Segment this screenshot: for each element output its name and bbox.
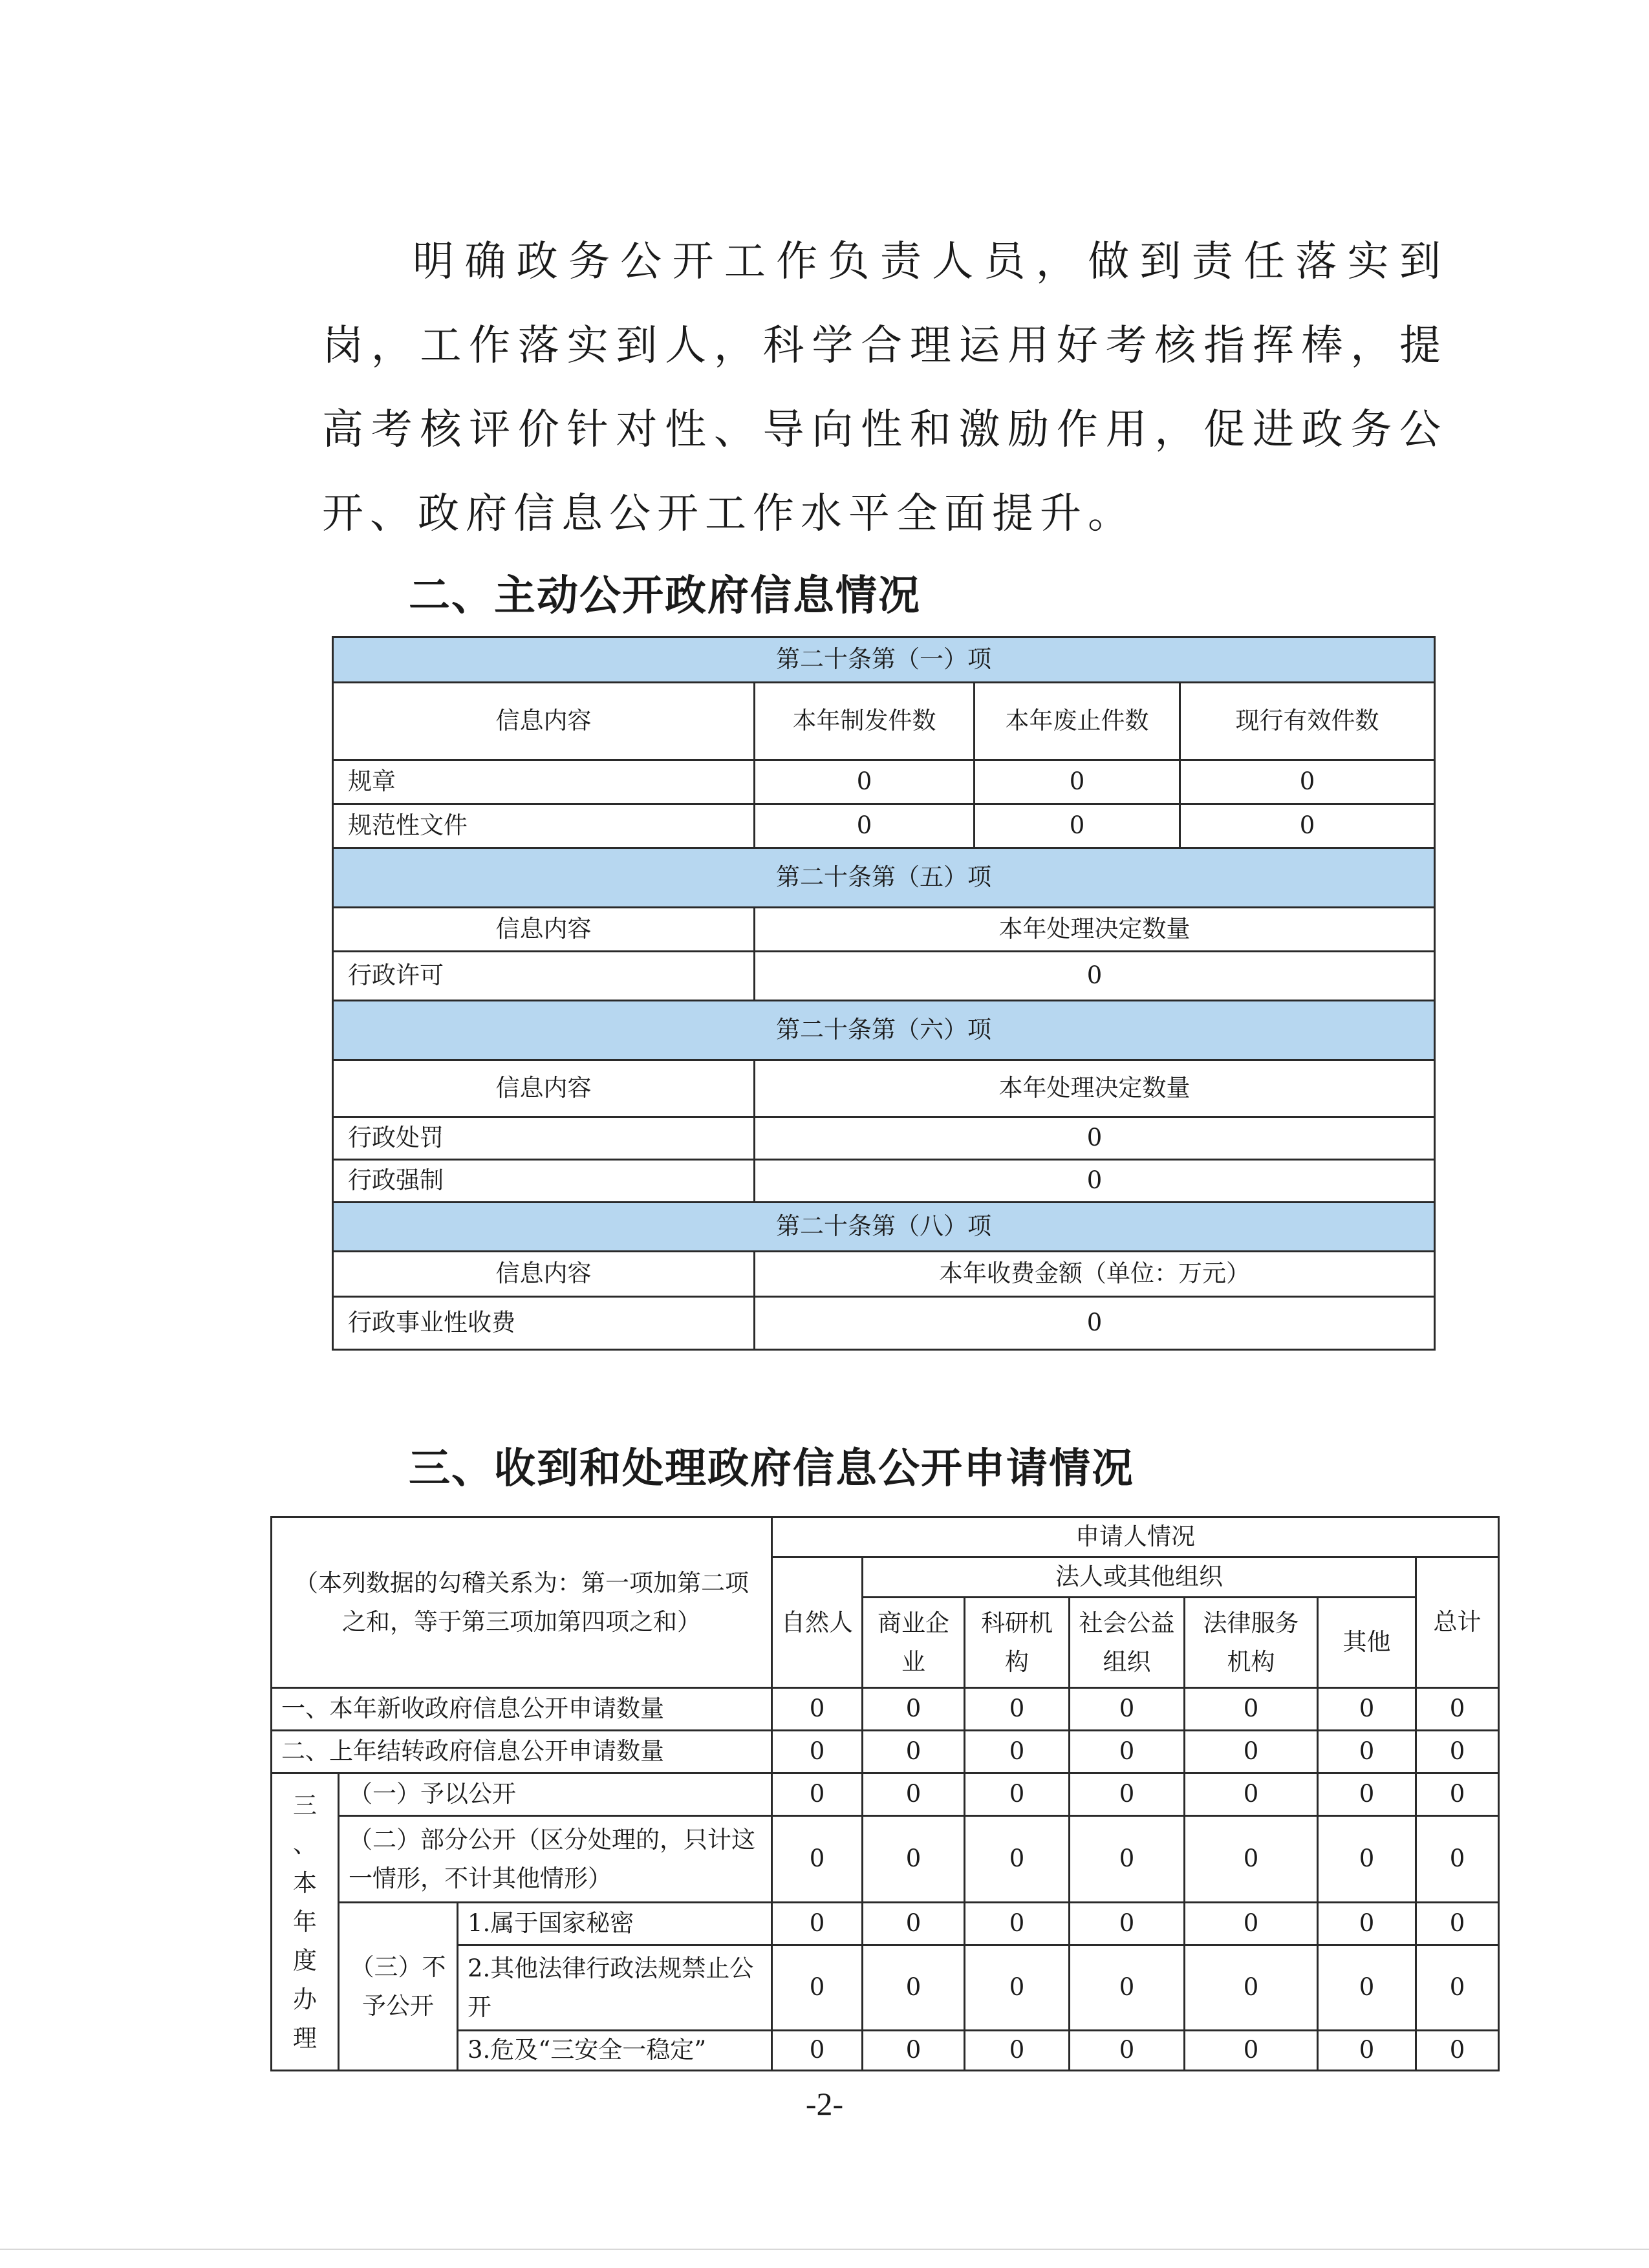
row-label: 行政许可 xyxy=(333,952,755,1001)
table-row xyxy=(333,804,1435,848)
cell-value: 0 xyxy=(1070,1731,1185,1773)
cell-value: 0 xyxy=(965,1731,1070,1773)
cell-value: 0 xyxy=(1416,1688,1499,1731)
cell-value: 0 xyxy=(1185,1903,1318,1945)
legal-entity-header: 法人或其他组织 xyxy=(863,1557,1416,1598)
cell-value: 0 xyxy=(965,2031,1070,2071)
table-header-row xyxy=(333,683,1435,760)
col-other: 其他 xyxy=(1318,1598,1416,1688)
cell-value: 0 xyxy=(1416,1773,1499,1816)
cell-value: 0 xyxy=(1318,1945,1416,2031)
table-row xyxy=(272,1816,1499,1903)
col-total: 总计 xyxy=(1416,1557,1499,1688)
cell-value: 0 xyxy=(863,1816,965,1903)
cell-value: 0 xyxy=(1416,1945,1499,2031)
cell-value: 0 xyxy=(1070,1816,1185,1903)
table-row xyxy=(333,760,1435,804)
cell-value: 0 xyxy=(772,1688,863,1731)
table-row xyxy=(333,1117,1435,1160)
relation-note: （本列数据的勾稽关系为：第一项加第二项之和，等于第三项加第四项之和） xyxy=(272,1517,772,1688)
cell-value: 0 xyxy=(772,2031,863,2071)
cell-value: 0 xyxy=(1318,1816,1416,1903)
cell-value: 0 xyxy=(755,804,975,848)
cell-value: 0 xyxy=(755,1117,1435,1160)
row-label: （一）予以公开 xyxy=(339,1773,772,1816)
cell-value: 0 xyxy=(1416,1731,1499,1773)
active-disclosure-table xyxy=(332,636,1436,1351)
row-label: 二、上年结转政府信息公开申请数量 xyxy=(272,1731,772,1773)
group-yearly-char: 三 xyxy=(293,1791,317,1819)
cell-value: 0 xyxy=(1180,804,1435,848)
cell-value: 0 xyxy=(1180,760,1435,804)
group-yearly-char: 理 xyxy=(293,2024,317,2052)
cell-value: 0 xyxy=(772,1945,863,2031)
cell-value: 0 xyxy=(965,1816,1070,1903)
cell-value: 0 xyxy=(1318,1773,1416,1816)
header-issued: 本年制发件数 xyxy=(755,683,975,760)
row-label: （二）部分公开（区分处理的，只计这一情形，不计其他情形） xyxy=(339,1816,772,1903)
table-row xyxy=(333,952,1435,1001)
cell-value: 0 xyxy=(863,1773,965,1816)
row-label: 规章 xyxy=(333,760,755,804)
row-label: 行政强制 xyxy=(333,1160,755,1203)
cell-value: 0 xyxy=(1318,1903,1416,1945)
col-research: 科研机构 xyxy=(965,1598,1070,1688)
group-yearly-char: 办 xyxy=(293,1985,317,2013)
cell-value: 0 xyxy=(1416,2031,1499,2071)
row-label: 行政处罚 xyxy=(333,1117,755,1160)
col-natural-person: 自然人 xyxy=(772,1557,863,1688)
cell-value: 0 xyxy=(1070,1773,1185,1816)
table-header-row xyxy=(333,908,1435,952)
intro-paragraph: 明确政务公开工作负责人员，做到责任落实到岗，工作落实到人，科学合理运用好考核指挥棒，提高考核评价针对性、导向性和激励作用，促进政务公开、政府信息公开工作水平全面提升。 xyxy=(322,238,1447,538)
col-social: 社会公益组织 xyxy=(1070,1598,1185,1688)
cell-value: 0 xyxy=(772,1816,863,1903)
cell-value: 0 xyxy=(1318,1688,1416,1731)
group-yearly-char: 本 xyxy=(293,1868,317,1897)
cell-value: 0 xyxy=(755,1160,1435,1203)
header-abolished: 本年废止件数 xyxy=(975,683,1180,760)
row-label: 2.其他法律行政法规禁止公开 xyxy=(458,1945,772,2031)
table-row xyxy=(272,1731,1499,1773)
table-band-row xyxy=(333,1203,1435,1252)
table-band-row xyxy=(333,637,1435,683)
cell-value: 0 xyxy=(1185,2031,1318,2071)
header-content: 信息内容 xyxy=(333,1252,755,1297)
table-row xyxy=(333,1160,1435,1203)
table-row xyxy=(272,1773,1499,1816)
table-header-row xyxy=(333,1060,1435,1117)
cell-value: 0 xyxy=(1185,1731,1318,1773)
cell-value: 0 xyxy=(772,1773,863,1816)
cell-value: 0 xyxy=(755,760,975,804)
group-yearly-char: 、 xyxy=(293,1830,317,1858)
header-value: 本年处理决定数量 xyxy=(755,908,1435,952)
row-label: 行政事业性收费 xyxy=(333,1297,755,1350)
cell-value: 0 xyxy=(965,1688,1070,1731)
col-legal-service: 法律服务机构 xyxy=(1185,1598,1318,1688)
cell-value: 0 xyxy=(965,1773,1070,1816)
table-row xyxy=(272,1903,1499,1945)
cell-value: 0 xyxy=(755,952,1435,1001)
band-article-5: 第二十条第（五）项 xyxy=(333,848,1435,908)
cell-value: 0 xyxy=(975,804,1180,848)
row-label: 规范性文件 xyxy=(333,804,755,848)
cell-value: 0 xyxy=(863,1903,965,1945)
header-content: 信息内容 xyxy=(333,1060,755,1117)
header-content: 信息内容 xyxy=(333,908,755,952)
section2-heading: 二、主动公开政府信息情况 xyxy=(409,572,921,620)
cell-value: 0 xyxy=(1070,2031,1185,2071)
header-content: 信息内容 xyxy=(333,683,755,760)
cell-value: 0 xyxy=(1070,1945,1185,2031)
cell-value: 0 xyxy=(772,1731,863,1773)
cell-value: 0 xyxy=(755,1297,1435,1350)
page-number: -2- xyxy=(805,2086,844,2122)
table-row xyxy=(333,1297,1435,1350)
header-value: 本年处理决定数量 xyxy=(755,1060,1435,1117)
cell-value: 0 xyxy=(1318,1731,1416,1773)
col-business: 商业企业 xyxy=(863,1598,965,1688)
cell-value: 0 xyxy=(863,1731,965,1773)
applicant-header: 申请人情况 xyxy=(772,1517,1499,1557)
group-yearly-char: 度 xyxy=(293,1946,317,1974)
cell-value: 0 xyxy=(863,1688,965,1731)
application-handling-table xyxy=(270,1516,1500,2071)
cell-value: 0 xyxy=(1070,1688,1185,1731)
group-not-public: （三）不予公开 xyxy=(339,1903,458,2071)
cell-value: 0 xyxy=(1416,1903,1499,1945)
cell-value: 0 xyxy=(1185,1816,1318,1903)
header-valid: 现行有效件数 xyxy=(1180,683,1435,760)
row-label: 3.危及“三安全一稳定” xyxy=(458,2031,772,2071)
header-value: 本年收费金额（单位：万元） xyxy=(755,1252,1435,1297)
cell-value: 0 xyxy=(1185,1945,1318,2031)
cell-value: 0 xyxy=(863,1945,965,2031)
cell-value: 0 xyxy=(1185,1773,1318,1816)
row-label: 一、本年新收政府信息公开申请数量 xyxy=(272,1688,772,1731)
cell-value: 0 xyxy=(1070,1903,1185,1945)
table-row xyxy=(272,1688,1499,1731)
table-band-row xyxy=(333,1001,1435,1060)
section3-heading: 三、收到和处理政府信息公开申请情况 xyxy=(409,1445,1134,1493)
group-yearly-char: 年 xyxy=(293,1907,317,1936)
cell-value: 0 xyxy=(863,2031,965,2071)
cell-value: 0 xyxy=(965,1945,1070,2031)
cell-value: 0 xyxy=(1318,2031,1416,2071)
scan-edge-divider xyxy=(0,2249,1649,2250)
cell-value: 0 xyxy=(1185,1688,1318,1731)
band-article-6: 第二十条第（六）项 xyxy=(333,1001,1435,1060)
cell-value: 0 xyxy=(772,1903,863,1945)
band-article-8: 第二十条第（八）项 xyxy=(333,1203,1435,1252)
band-article-1: 第二十条第（一）项 xyxy=(333,637,1435,683)
cell-value: 0 xyxy=(965,1903,1070,1945)
cell-value: 0 xyxy=(975,760,1180,804)
table-band-row xyxy=(333,848,1435,908)
group-yearly xyxy=(272,1773,339,2071)
row-label: 1.属于国家秘密 xyxy=(458,1903,772,1945)
cell-value: 0 xyxy=(1416,1816,1499,1903)
table-header-row xyxy=(333,1252,1435,1297)
